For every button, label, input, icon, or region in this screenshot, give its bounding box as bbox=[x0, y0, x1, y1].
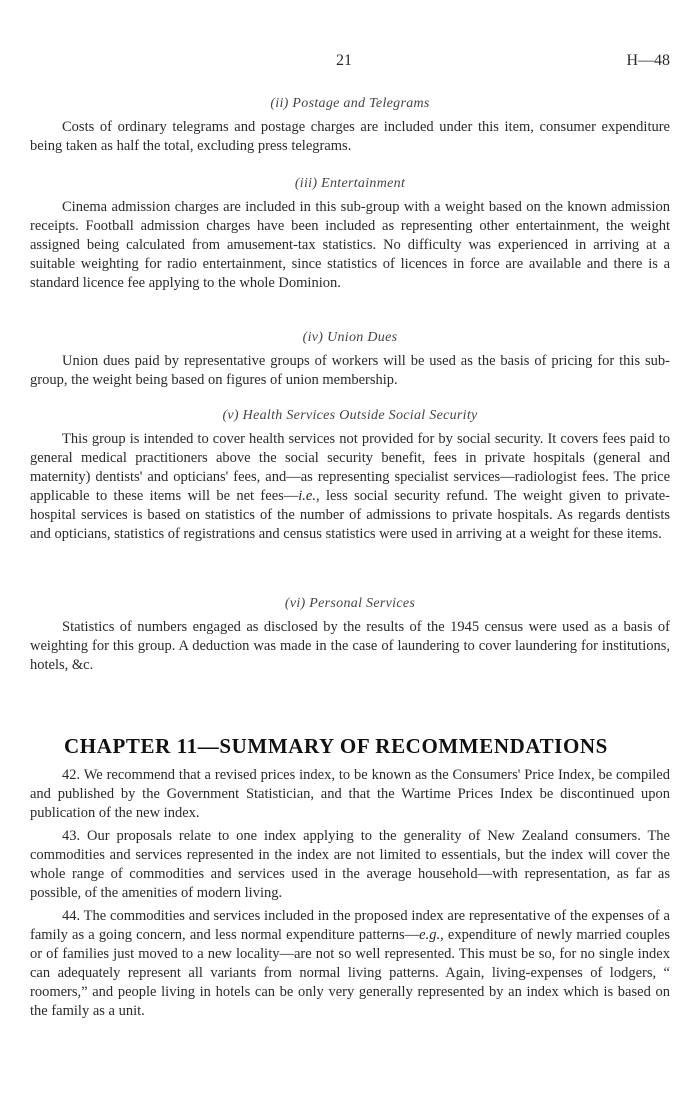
section-heading: (iii) Entertainment bbox=[294, 176, 406, 191]
section-postage bbox=[30, 96, 670, 156]
section-text: Statistics of numbers engaged as disclosed by the results of the 1945 census were used as a basis of weighting for this group. A deduction was made in the case of laundering to cover laundering for institutions, hotels, &c. bbox=[30, 619, 670, 673]
text-run: less social security refund. The weight given to private-hospital services is based on statistics of the number of admissions to private hospitals. As regards dentists and opticians, statistics of registrations and census statistics were used in arriving at a weight for these items. bbox=[30, 488, 670, 542]
paragraph-43: 43. Our proposals relate to one index applying to the generality of New Zealand consumers. The commodities and services represented in the index are not limited to essentials, but the index will cover the whole range of commodities and services used in the average household—with representation, as far as possible, of the amenities of modern living. bbox=[30, 828, 670, 901]
text-run: expenditure of newly married couples or of families just moved to a new locality—are not so well represented. This must be so, for no single index can adequately represent all variants from normal living patterns. Again, living-expenses of lodgers, “ roomers,” and people living in hotels can be only very generally represented by an index which is based on the family as a unit. bbox=[30, 927, 670, 1019]
text-italic: e.g., bbox=[419, 927, 444, 943]
section-heading: (vi) Personal Services bbox=[284, 596, 416, 611]
text-italic: i.e., bbox=[298, 488, 320, 504]
text-run: 44. The commodities and services included in the proposed index are representative of the expenses of a family as a going concern, and less normal expenditure patterns— bbox=[30, 908, 670, 943]
section-union-dues bbox=[30, 330, 670, 390]
paragraph-42: 42. We recommend that a revised prices index, to be known as the Consumers' Price Index, be compiled and published by the Government Statistician, and that the Wartime Prices Index be discontinued upon publication of the new index. bbox=[30, 767, 670, 821]
chapter-body bbox=[30, 766, 670, 1025]
page-number: 21 bbox=[336, 52, 352, 69]
section-personal-services bbox=[30, 596, 670, 675]
paragraph-44 bbox=[30, 907, 670, 1021]
chapter-title: CHAPTER 11—SUMMARY OF RECOMMENDATIONS bbox=[64, 734, 608, 758]
section-heading: (iv) Union Dues bbox=[302, 330, 398, 345]
section-text: Cinema admission charges are included in this sub-group with a weight based on the known admission receipts. Football admission charges have been included as representing other entertainment, the weight assigned being calculated from amusement-tax statistics. No difficulty was experienced in arriving at a suitable weighting for radio entertainment, since statistics of licences in force are available and there is a standard licence fee applying to the whole Dominion. bbox=[30, 199, 670, 291]
section-text bbox=[30, 430, 670, 544]
section-text: Costs of ordinary telegrams and postage charges are included under this item, consumer expenditure being taken as half the total, excluding press telegrams. bbox=[30, 119, 670, 154]
section-health-services bbox=[30, 408, 670, 544]
document-reference: H—48 bbox=[626, 52, 670, 69]
text-run: This group is intended to cover health services not provided for by social security. It covers fees paid to general medical practitioners above the social security benefit, fees in private hospitals (general and maternity) dentists' and opticians' fees, and—as representing specialist services—radiologist fees. The price applicable to these items will be net fees— bbox=[30, 431, 670, 504]
section-heading: (v) Health Services Outside Social Security bbox=[222, 408, 478, 423]
section-heading: (ii) Postage and Telegrams bbox=[270, 96, 430, 111]
section-entertainment bbox=[30, 176, 670, 293]
section-text: Union dues paid by representative groups of workers will be used as the basis of pricing for this sub-group, the weight being based on figures of union membership. bbox=[30, 353, 670, 388]
